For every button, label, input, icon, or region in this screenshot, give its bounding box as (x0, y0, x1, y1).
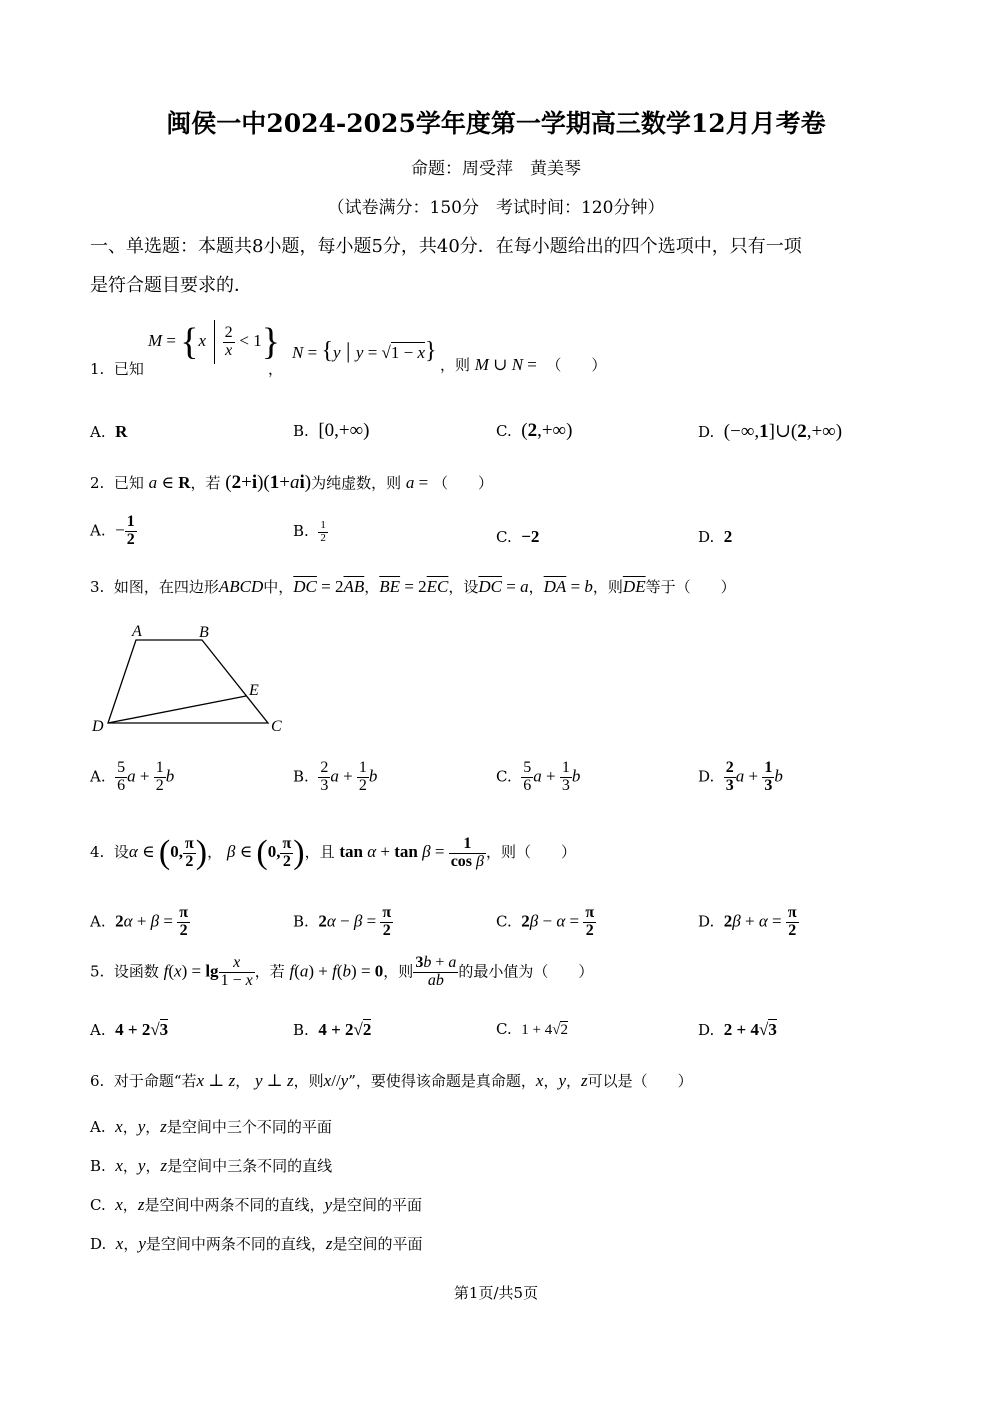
q3-option-c: C. $\frac{5}{6}$ a + $\frac{1}{3}$ b (496, 759, 581, 794)
q3-option-b: B. $\frac{2}{3}$ a + $\frac{1}{2}$ b (293, 759, 378, 794)
q4-option-d: D. 2β + α = $\frac{\pi}{2}$ (698, 904, 797, 939)
exam-info: （试卷满分：150分 考试时间：120分钟） (327, 198, 665, 218)
q4-option-b: B. 2α − β = $\frac{\pi}{2}$ (293, 904, 392, 939)
q3-option-a: A. $\frac{5}{6}$ a + $\frac{1}{2}$ b (90, 759, 175, 794)
q1-option-b: B. [0,+∞) (293, 420, 370, 441)
label-D: D (92, 718, 104, 735)
page-title: 闽侯一中2024-2025学年度第一学期高三数学12月月考卷 (166, 109, 826, 138)
q5-option-c: C. 1 + 4√2 (496, 1020, 568, 1038)
q6-option-b: B. x，y，z是空间中三条不同的直线 (90, 1156, 333, 1175)
q1-option-c: C. (2,+∞) (496, 420, 573, 441)
quadrilateral-figure (88, 618, 298, 740)
q2-option-c: C. −2 (496, 527, 540, 546)
q1-set-N: N = {y | y = √1 − x} (292, 338, 437, 364)
label-B: B (199, 624, 209, 641)
q2-option-d: D. 2 (698, 527, 733, 546)
q3-option-d: D. $\frac{2}{3}$ a + $\frac{1}{3}$ b (698, 759, 783, 794)
q5-option-b: B. 4 + 2√2 (293, 1020, 372, 1039)
q2-option-b: B. $\frac{1}{2}$ (293, 519, 326, 544)
q5-option-d: D. 2 + 4√3 (698, 1020, 777, 1039)
label-C: C (271, 718, 282, 735)
question-5: 5. 设函数 f(x) = lg $\frac{x}{1 - x}$ ，若 f(a) + f(b) = 0，则 $\frac{3b + a}{ab}$ 的最小值为（ ） (90, 954, 594, 989)
q6-option-a: A. x，y，z是空间中三个不同的平面 (90, 1117, 332, 1136)
section1-line2: 是符合题目要求的． (90, 275, 252, 296)
question-3: 3. 如图，在四边形ABCD中，$\overline{DC} = 2\overline{AB}$，$\overline{BE} = 2\overline{EC}$，设$\overline{DC} = a$，$\overline{DA} = b$，则$\overline{DE}$等于（ ） (90, 577, 736, 596)
question-4: 4. 设α ∈ (0, $\frac{\pi}{2}$ )， β ∈ (0, $\frac{\pi}{2}$ )，且 tan α + tan β = $\frac{1}{\text{cos β}}$ ，则（ ） (90, 834, 577, 871)
q1-number: 1. 已知 (90, 360, 144, 378)
section1-line1: 一、单选题：本题共8小题，每小题5分，共40分．在每小题给出的四个选项中，只有一项 (90, 236, 802, 257)
label-E: E (249, 682, 259, 699)
question-6: 6. 对于命题“若x ⊥ z， y ⊥ z，则x//y”，要使得该命题是真命题，x，y，z可以是（ ） (90, 1071, 693, 1090)
page-footer: 第1页/共5页 (453, 1284, 539, 1302)
q5-option-a: A. 4 + 2√3 (90, 1020, 169, 1039)
q6-option-d: D. x，y是空间中两条不同的直线，z是空间的平面 (90, 1234, 423, 1253)
question-2: 2. 已知 a ∈ R，若 (2+i)(1+ai)为纯虚数，则 a = （ ） (90, 472, 493, 493)
label-A: A (132, 623, 142, 640)
q1-option-a: A. R (90, 422, 128, 441)
q1-set-M: M = {x $\frac{2}{x}$ < 1} (148, 321, 280, 363)
q1-option-d: D. (−∞,1]∪(2,+∞) (698, 421, 843, 442)
authors: 命题：周受萍 黄美琴 (411, 159, 581, 179)
q6-option-c: C. x，z是空间中两条不同的直线，y是空间的平面 (90, 1195, 423, 1214)
q4-option-c: C. 2β − α = $\frac{\pi}{2}$ (496, 904, 595, 939)
q2-option-a: A. − $\frac{1}{2}$ (90, 513, 135, 548)
q4-option-a: A. 2α + β = $\frac{\pi}{2}$ (90, 904, 188, 939)
